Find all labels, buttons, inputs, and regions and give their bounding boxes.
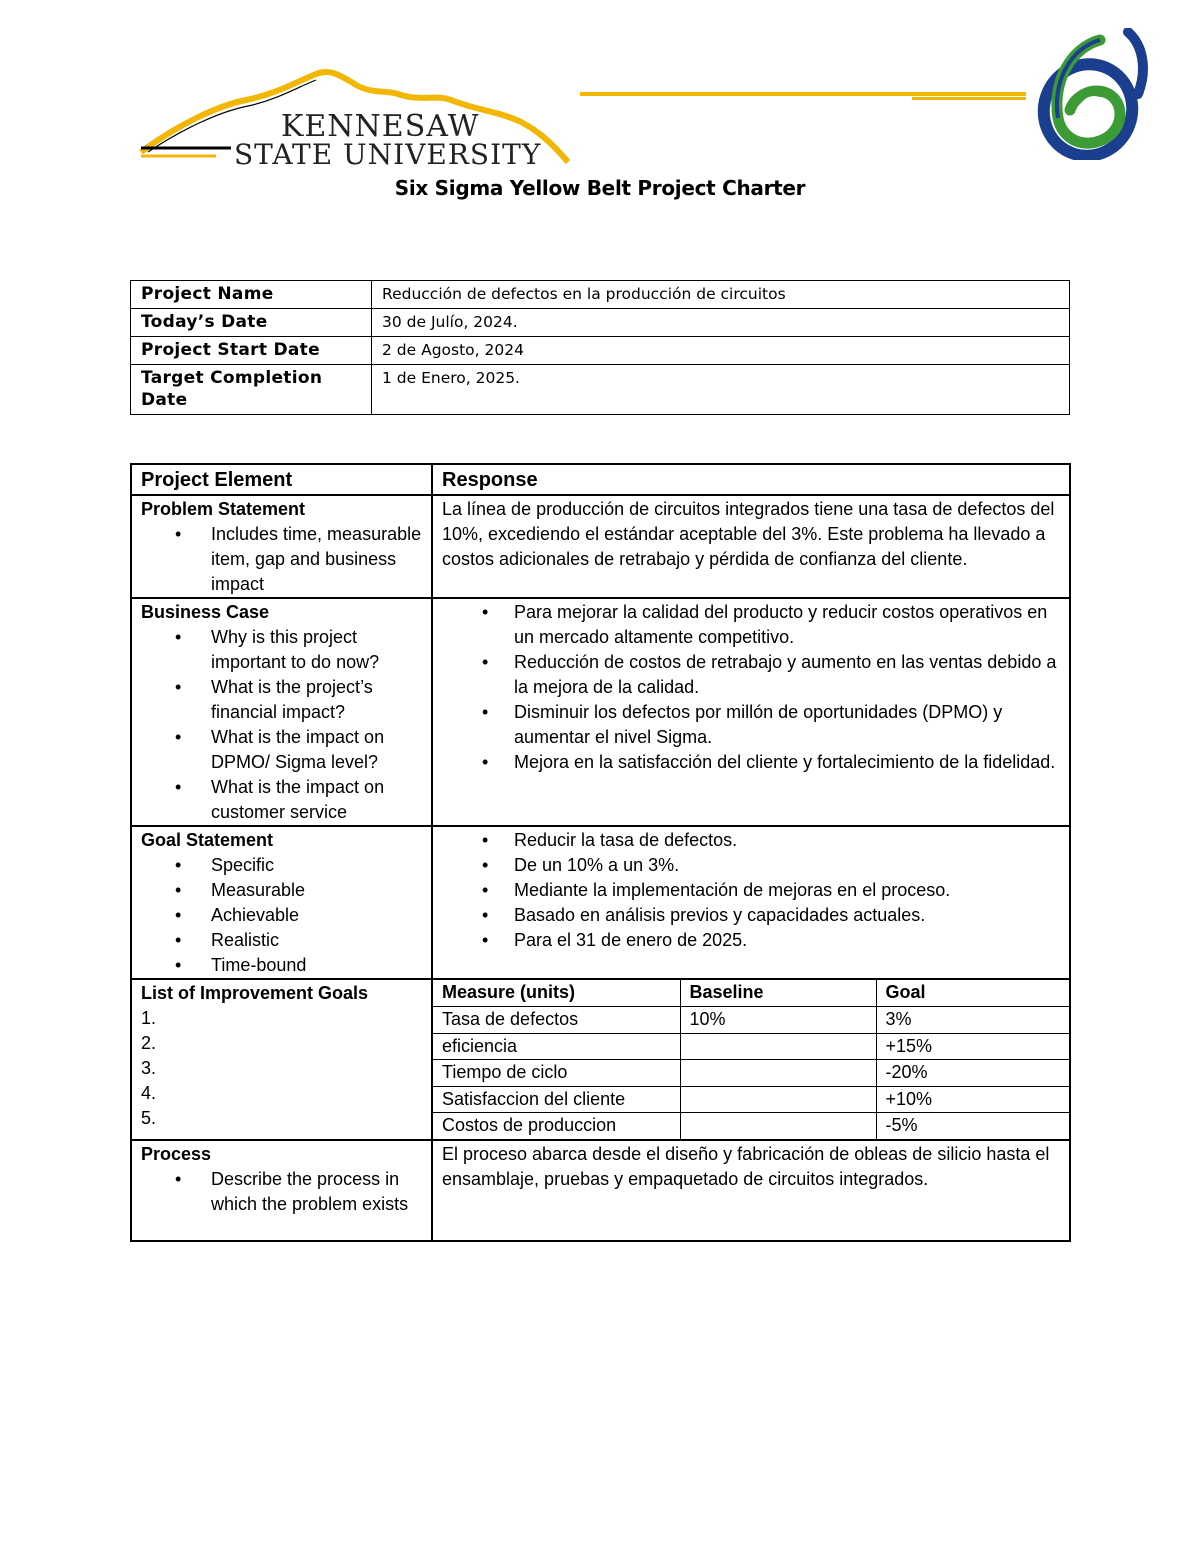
- charter-table: [130, 463, 1071, 1242]
- col-response: Response: [432, 464, 1070, 495]
- list-item: • Realistic: [141, 928, 422, 953]
- header-rule: [580, 92, 1026, 96]
- problem-statement-label: Problem Statement: [141, 499, 306, 519]
- six-sigma-logo-icon: [1030, 28, 1152, 160]
- goal-number: 3.: [141, 1058, 157, 1078]
- project-info-table: [130, 280, 1070, 415]
- goal-cell: +15%: [876, 1033, 1069, 1060]
- process-row: [131, 1140, 1070, 1241]
- list-item: • Measurable: [141, 878, 422, 903]
- table-row: [433, 1113, 1069, 1140]
- kennesaw-state-logo: [136, 64, 586, 176]
- baseline-cell: [680, 1060, 876, 1087]
- measure-cell: eficiencia: [433, 1033, 680, 1060]
- list-item: • Basado en análisis previos y capacidades actuales.: [442, 903, 1060, 928]
- table-row: [131, 337, 1070, 365]
- goal-guidance-list: [141, 853, 422, 978]
- goal-number: 4.: [141, 1083, 157, 1103]
- measure-cell: Costos de produccion: [433, 1113, 680, 1140]
- logo-state-university: STATE UNIVERSITY: [234, 138, 542, 171]
- list-item: • Mediante la implementación de mejoras en el proceso.: [442, 878, 1060, 903]
- list-item: • Mejora en la satisfacción del cliente y fortalecimiento de la fidelidad.: [442, 750, 1060, 775]
- business-case-row: [131, 598, 1070, 826]
- start-date-label: Project Start Date: [131, 337, 372, 365]
- baseline-cell: 10%: [680, 1007, 876, 1034]
- baseline-cell: [680, 1033, 876, 1060]
- goal-cell: -20%: [876, 1060, 1069, 1087]
- col-project-element: Project Element: [131, 464, 432, 495]
- improvement-goals-table: [433, 980, 1069, 1139]
- process-response: El proceso abarca desde el diseño y fabricación de obleas de silicio hasta el ensamblaje, pruebas y empaquetado de circuitos integrados.: [432, 1140, 1070, 1241]
- problem-statement-row: [131, 495, 1070, 598]
- goal-cell: +10%: [876, 1086, 1069, 1113]
- list-item: • What is the project’s financial impact?: [141, 675, 422, 725]
- logo-kennesaw: KENNESAW: [281, 109, 480, 144]
- list-item: • Includes time, measurable item, gap and business impact: [141, 522, 422, 597]
- project-name-value: Reducción de defectos en la producción de circuitos: [372, 281, 1070, 309]
- list-item: • Reducción de costos de retrabajo y aumento en las ventas debido a la mejora de la calidad.: [442, 650, 1060, 700]
- table-row: [433, 1060, 1069, 1087]
- problem-guidance-list: [141, 522, 422, 597]
- list-item: • Describe the process in which the problem exists: [141, 1167, 422, 1217]
- header-rule-accent: [912, 97, 1026, 100]
- baseline-header: Baseline: [680, 980, 876, 1007]
- goal-number: 2.: [141, 1033, 157, 1053]
- list-item: • What is the impact on DPMO/ Sigma level?: [141, 725, 422, 775]
- page-title: Six Sigma Yellow Belt Project Charter: [394, 176, 806, 200]
- todays-date-value: 30 de Julío, 2024.: [372, 309, 1070, 337]
- goal-statement-row: [131, 826, 1070, 979]
- list-item: • Why is this project important to do now?: [141, 625, 422, 675]
- list-item: • Para mejorar la calidad del producto y reducir costos operativos en un mercado altamente competitivo.: [442, 600, 1060, 650]
- table-row: [433, 1086, 1069, 1113]
- completion-date-value: 1 de Enero, 2025.: [372, 365, 1070, 415]
- charter-header-row: [131, 464, 1070, 495]
- table-header-row: [433, 980, 1069, 1007]
- project-name-label: Project Name: [131, 281, 372, 309]
- table-row: [131, 281, 1070, 309]
- list-item: • Disminuir los defectos por millón de oportunidades (DPMO) y aumentar el nivel Sigma.: [442, 700, 1060, 750]
- process-label: Process: [141, 1144, 212, 1164]
- goal-header: Goal: [876, 980, 1069, 1007]
- list-item: • De un 10% a un 3%.: [442, 853, 1060, 878]
- start-date-value: 2 de Agosto, 2024: [372, 337, 1070, 365]
- goal-statement-label: Goal Statement: [141, 830, 274, 850]
- goal-cell: -5%: [876, 1113, 1069, 1140]
- measure-cell: Tiempo de ciclo: [433, 1060, 680, 1087]
- table-row: [433, 1033, 1069, 1060]
- baseline-cell: [680, 1086, 876, 1113]
- table-row: [433, 1007, 1069, 1034]
- list-item: • Specific: [141, 853, 422, 878]
- goal-number: 5.: [141, 1108, 157, 1128]
- list-item: • Para el 31 de enero de 2025.: [442, 928, 1060, 953]
- table-row: [131, 365, 1070, 415]
- baseline-cell: [680, 1113, 876, 1140]
- goal-cell: 3%: [876, 1007, 1069, 1034]
- todays-date-label: Today’s Date: [131, 309, 372, 337]
- measure-cell: Satisfaccion del cliente: [433, 1086, 680, 1113]
- business-case-label: Business Case: [141, 602, 270, 622]
- improvement-goals-label: List of Improvement Goals: [141, 983, 369, 1003]
- table-row: [131, 309, 1070, 337]
- completion-date-label: Target Completion Date: [131, 365, 372, 415]
- business-guidance-list: [141, 625, 422, 825]
- goal-statement-response: [442, 828, 1060, 953]
- measure-header: Measure (units): [433, 980, 680, 1007]
- list-item: • Reducir la tasa de defectos.: [442, 828, 1060, 853]
- list-item: • Time-bound: [141, 953, 422, 978]
- list-item: • What is the impact on customer service: [141, 775, 422, 825]
- improvement-goals-row: [131, 979, 1070, 1140]
- process-guidance-list: [141, 1167, 422, 1217]
- problem-statement-response: La línea de producción de circuitos integrados tiene una tasa de defectos del 10%, excediendo el estándar aceptable del 3%. Este problema ha llevado a costos adicionales de retrabajo y pérdida de confianza del cliente.: [432, 495, 1070, 598]
- measure-cell: Tasa de defectos: [433, 1007, 680, 1034]
- list-item: • Achievable: [141, 903, 422, 928]
- business-case-response: [442, 600, 1060, 775]
- goal-number: 1.: [141, 1008, 157, 1028]
